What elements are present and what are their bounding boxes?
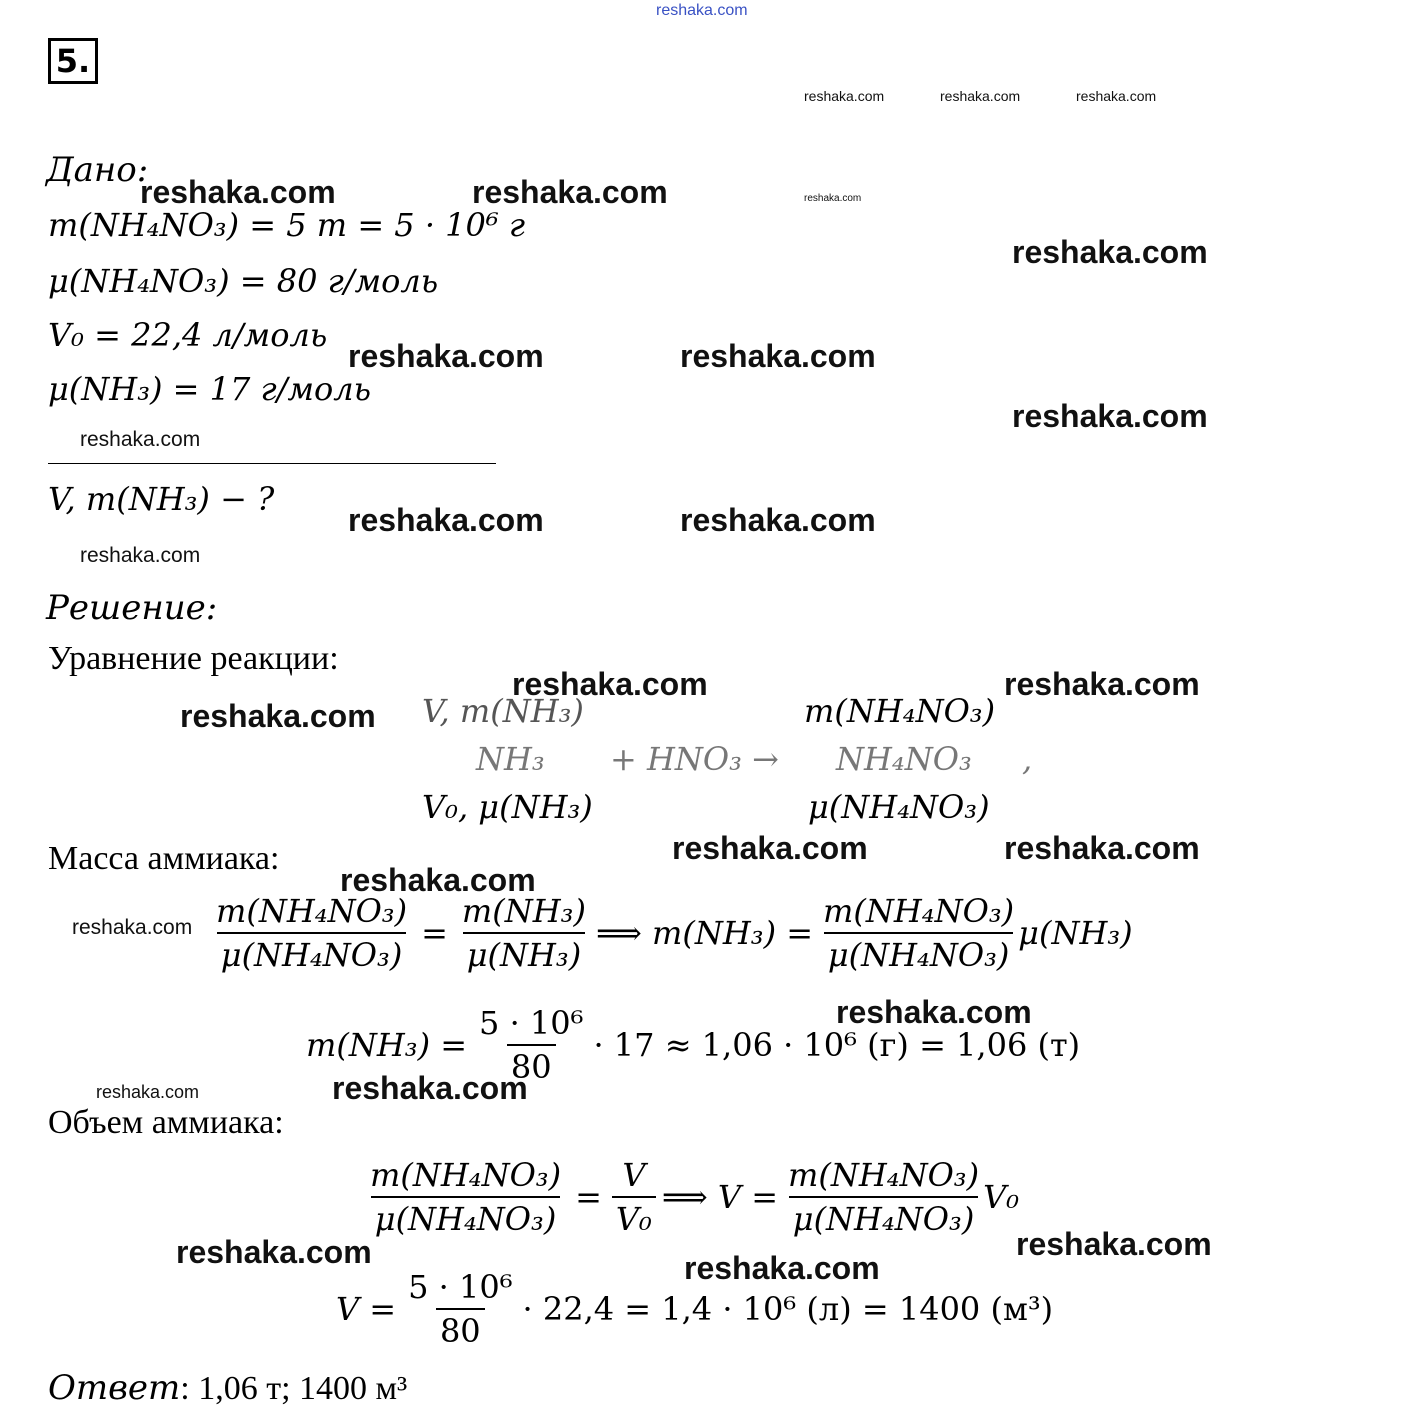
fraction-numerator: m(NH₄NO₃) xyxy=(216,892,408,930)
fraction-numerator: 5 · 10⁶ xyxy=(408,1268,513,1306)
formula-tail: μ(NH₃) xyxy=(1018,914,1133,952)
fraction-numerator: V xyxy=(622,1156,646,1194)
watermark: reshaka.com xyxy=(804,88,885,104)
watermark: reshaka.com xyxy=(332,1070,528,1106)
given-divider xyxy=(48,463,496,464)
watermark: reshaka.com xyxy=(348,502,544,538)
given-line-molar-salt: μ(NH₄NO₃) = 80 г/моль xyxy=(48,262,439,300)
watermark: reshaka.com xyxy=(1076,88,1157,104)
fraction xyxy=(458,892,590,974)
fraction-numerator: 5 · 10⁶ xyxy=(479,1004,584,1042)
formula-tail: V₀ xyxy=(983,1178,1020,1216)
reaction-left-bottom: V₀, μ(NH₃) xyxy=(422,788,593,826)
fraction xyxy=(819,892,1018,974)
task-number: 5. xyxy=(48,38,98,84)
watermark: reshaka.com xyxy=(512,666,708,702)
fraction-denominator: V₀ xyxy=(612,1196,656,1238)
fraction xyxy=(612,1156,656,1238)
watermark: reshaka.com xyxy=(940,88,1021,104)
given-line-mass-salt: m(NH₄NO₃) = 5 т = 5 · 10⁶ г xyxy=(48,206,526,244)
watermark: reshaka.com xyxy=(804,193,862,204)
answer-text: : 1,06 т; 1400 м³ xyxy=(180,1370,408,1407)
watermark: reshaka.com xyxy=(472,174,668,210)
reaction-left-top: V, m(NH₃) xyxy=(422,692,584,730)
top-watermark[interactable]: reshaka.com xyxy=(656,2,748,19)
fraction-numerator: m(NH₄NO₃) xyxy=(823,892,1015,930)
reaction-right-mid: NH₄NO₃ xyxy=(836,740,972,778)
reaction-right-top: m(NH₄NO₃) xyxy=(804,692,996,730)
fraction-denominator: 80 xyxy=(507,1044,556,1086)
fraction-denominator: μ(NH₄NO₃) xyxy=(217,932,407,974)
watermark: reshaka.com xyxy=(80,544,201,567)
calc-rhs: · 22,4 = 1,4 · 10⁶ (л) = 1400 (м³) xyxy=(522,1290,1054,1328)
watermark: reshaka.com xyxy=(836,994,1032,1030)
answer-line xyxy=(48,1368,407,1408)
watermark: reshaka.com xyxy=(1004,830,1200,866)
fraction xyxy=(212,892,411,974)
watermark: reshaka.com xyxy=(176,1234,372,1270)
reaction-reagent: + HNO₃ → xyxy=(610,740,779,778)
volume-label: Объем аммиака: xyxy=(48,1104,284,1141)
watermark: reshaka.com xyxy=(180,698,376,734)
fraction-denominator: μ(NH₄NO₃) xyxy=(824,932,1014,974)
calc-lhs: m(NH₃) = xyxy=(306,1026,468,1064)
watermark: reshaka.com xyxy=(140,174,336,210)
calc-lhs: V = xyxy=(336,1290,397,1328)
fraction-denominator: μ(NH₃) xyxy=(463,932,586,974)
fraction xyxy=(404,1268,516,1350)
fraction xyxy=(366,1156,565,1238)
watermark: reshaka.com xyxy=(1012,398,1208,434)
watermark: reshaka.com xyxy=(1012,234,1208,270)
implies-expression: ⟹ m(NH₃) = xyxy=(595,914,814,952)
reaction-left-mid: NH₃ xyxy=(476,740,545,778)
watermark: reshaka.com xyxy=(680,502,876,538)
equals-sign: = xyxy=(421,914,448,952)
fraction-denominator: μ(NH₄NO₃) xyxy=(789,1196,979,1238)
watermark: reshaka.com xyxy=(672,830,868,866)
volume-calculation xyxy=(336,1268,1053,1350)
fraction xyxy=(784,1156,983,1238)
reaction-right-bottom: μ(NH₄NO₃) xyxy=(808,788,990,826)
watermark: reshaka.com xyxy=(680,338,876,374)
fraction-denominator: 80 xyxy=(436,1308,485,1350)
mass-label: Масса аммиака: xyxy=(48,840,280,877)
given-line-molar-ammonia: μ(NH₃) = 17 г/моль xyxy=(48,370,372,408)
reaction-comma: , xyxy=(1022,740,1033,778)
fraction-numerator: m(NH₄NO₃) xyxy=(370,1156,562,1194)
solution-heading: Решение: xyxy=(46,588,218,628)
given-line-molar-volume: V₀ = 22,4 л/моль xyxy=(48,316,328,354)
watermark: reshaka.com xyxy=(96,1082,200,1102)
calc-rhs: · 17 ≈ 1,06 · 10⁶ (г) = 1,06 (т) xyxy=(593,1026,1081,1064)
watermark: reshaka.com xyxy=(80,428,201,451)
watermark: reshaka.com xyxy=(1016,1226,1212,1262)
watermark: reshaka.com xyxy=(340,862,536,898)
reaction-label: Уравнение реакции: xyxy=(48,640,339,677)
answer-label: Ответ xyxy=(48,1368,181,1408)
equals-sign: = xyxy=(575,1178,602,1216)
fraction-numerator: m(NH₃) xyxy=(461,892,586,930)
watermark: reshaka.com xyxy=(1004,666,1200,702)
fraction-denominator: μ(NH₄NO₃) xyxy=(371,1196,561,1238)
fraction-numerator: m(NH₄NO₃) xyxy=(788,1156,980,1194)
watermark: reshaka.com xyxy=(684,1250,880,1286)
mass-formula xyxy=(212,892,1133,974)
given-heading: Дано: xyxy=(46,150,149,190)
watermark: reshaka.com xyxy=(72,916,193,939)
volume-formula xyxy=(366,1156,1019,1238)
implies-expression: ⟹ V = xyxy=(661,1178,778,1216)
watermark: reshaka.com xyxy=(348,338,544,374)
find-line: V, m(NH₃) − ? xyxy=(48,480,275,518)
